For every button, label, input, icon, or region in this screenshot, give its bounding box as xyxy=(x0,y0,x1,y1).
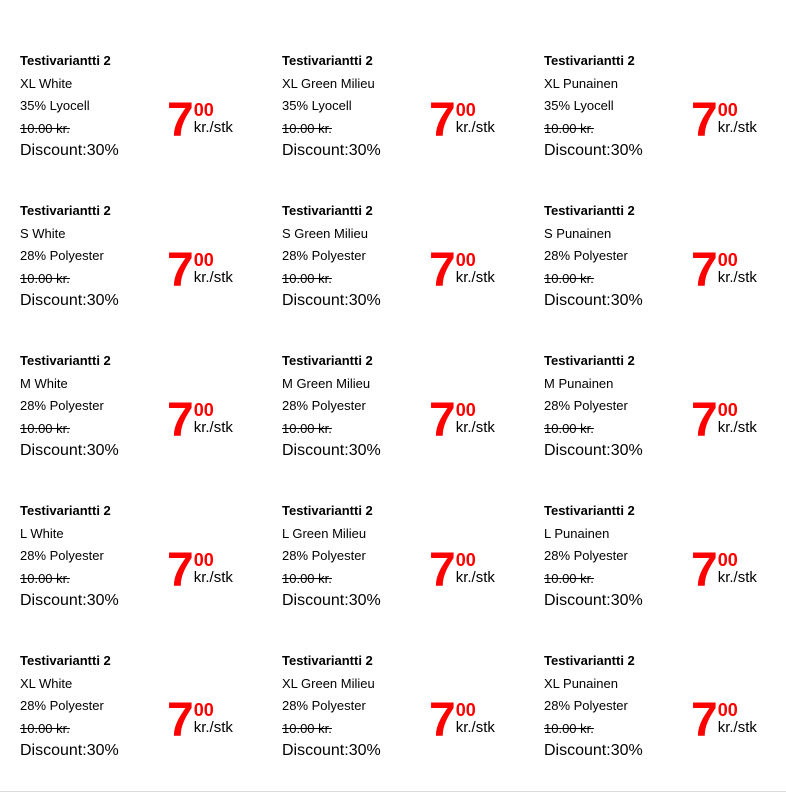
price-label xyxy=(262,644,524,793)
price-integer: 7 xyxy=(691,94,717,147)
product-material: 28% Polyester xyxy=(544,248,628,263)
product-variant: M Punainen xyxy=(544,375,614,391)
price-tag xyxy=(429,244,495,297)
price-unit: kr./stk xyxy=(717,119,757,136)
price-tag xyxy=(167,244,233,297)
product-variant: XL Punainen xyxy=(544,675,618,691)
discount-text: Discount:30% xyxy=(20,592,119,609)
product-title: Testivariantti 2 xyxy=(544,503,635,518)
price-label xyxy=(0,494,262,644)
product-title: Testivariantti 2 xyxy=(544,53,635,68)
price-unit: kr./stk xyxy=(717,719,757,736)
product-title: Testivariantti 2 xyxy=(282,203,373,218)
price-tag xyxy=(691,244,757,297)
product-title: Testivariantti 2 xyxy=(20,353,111,368)
discount-text: Discount:30% xyxy=(282,292,381,309)
product-material: 28% Polyester xyxy=(544,698,628,713)
price-integer: 7 xyxy=(429,694,455,747)
old-price-strikethrough: 10.00 kr. xyxy=(20,720,70,736)
discount-text: Discount:30% xyxy=(544,442,643,459)
price-unit: kr./stk xyxy=(455,269,495,286)
price-label xyxy=(524,44,786,194)
product-title: Testivariantti 2 xyxy=(20,53,111,68)
product-variant: XL White xyxy=(20,675,73,691)
product-material: 28% Polyester xyxy=(544,398,628,413)
price-tag xyxy=(167,394,233,447)
product-material: 28% Polyester xyxy=(20,398,104,413)
price-tag xyxy=(429,544,495,597)
price-label xyxy=(0,344,262,494)
price-fraction-unit xyxy=(194,702,233,736)
product-variant: M Green Milieu xyxy=(282,375,371,391)
discount-text: Discount:30% xyxy=(282,742,381,759)
product-material: 35% Lyocell xyxy=(20,98,90,113)
price-decimals: 00 xyxy=(717,700,738,720)
price-unit: kr./stk xyxy=(455,719,495,736)
discount-text: Discount:30% xyxy=(20,742,119,759)
price-integer: 7 xyxy=(691,544,717,597)
product-material: 28% Polyester xyxy=(20,698,104,713)
old-price-strikethrough: 10.00 kr. xyxy=(20,120,70,136)
product-material: 28% Polyester xyxy=(20,548,104,563)
product-variant: XL Green Milieu xyxy=(282,75,375,91)
price-fraction-unit xyxy=(718,402,757,436)
discount-text: Discount:30% xyxy=(544,142,643,159)
discount-text: Discount:30% xyxy=(282,442,381,459)
price-fraction-unit xyxy=(456,552,495,586)
price-decimals: 00 xyxy=(455,250,476,270)
old-price-strikethrough: 10.00 kr. xyxy=(544,720,594,736)
price-fraction-unit xyxy=(456,102,495,136)
price-integer: 7 xyxy=(167,694,193,747)
price-integer: 7 xyxy=(167,244,193,297)
discount-text: Discount:30% xyxy=(544,292,643,309)
price-decimals: 00 xyxy=(717,100,738,120)
price-label xyxy=(524,494,786,644)
product-material: 28% Polyester xyxy=(544,548,628,563)
price-unit: kr./stk xyxy=(193,269,233,286)
price-label xyxy=(524,644,786,793)
price-decimals: 00 xyxy=(193,400,214,420)
price-unit: kr./stk xyxy=(455,419,495,436)
product-variant: L Punainen xyxy=(544,525,610,541)
product-variant: S White xyxy=(20,225,66,241)
price-fraction-unit xyxy=(456,252,495,286)
product-title: Testivariantti 2 xyxy=(544,203,635,218)
discount-text: Discount:30% xyxy=(20,142,119,159)
product-title: Testivariantti 2 xyxy=(544,353,635,368)
price-unit: kr./stk xyxy=(717,569,757,586)
product-variant: L Green Milieu xyxy=(282,525,367,541)
price-fraction-unit xyxy=(194,552,233,586)
price-decimals: 00 xyxy=(717,400,738,420)
price-decimals: 00 xyxy=(193,550,214,570)
product-variant: S Punainen xyxy=(544,225,612,241)
price-integer: 7 xyxy=(167,394,193,447)
old-price-strikethrough: 10.00 kr. xyxy=(282,720,332,736)
price-unit: kr./stk xyxy=(717,419,757,436)
old-price-strikethrough: 10.00 kr. xyxy=(544,270,594,286)
product-title: Testivariantti 2 xyxy=(544,653,635,668)
product-title: Testivariantti 2 xyxy=(20,203,111,218)
price-decimals: 00 xyxy=(455,100,476,120)
price-fraction-unit xyxy=(456,702,495,736)
price-unit: kr./stk xyxy=(455,569,495,586)
price-unit: kr./stk xyxy=(193,719,233,736)
price-integer: 7 xyxy=(167,544,193,597)
price-label xyxy=(0,44,262,194)
price-label xyxy=(262,44,524,194)
discount-text: Discount:30% xyxy=(544,592,643,609)
product-variant: L White xyxy=(20,525,64,541)
price-fraction-unit xyxy=(718,552,757,586)
product-material: 28% Polyester xyxy=(282,698,366,713)
discount-text: Discount:30% xyxy=(20,442,119,459)
bottom-divider xyxy=(0,791,786,792)
product-title: Testivariantti 2 xyxy=(282,503,373,518)
price-unit: kr./stk xyxy=(717,269,757,286)
product-variant: XL Green Milieu xyxy=(282,675,375,691)
price-tag xyxy=(691,544,757,597)
old-price-strikethrough: 10.00 kr. xyxy=(282,420,332,436)
product-material: 28% Polyester xyxy=(282,548,366,563)
price-tag xyxy=(691,94,757,147)
price-integer: 7 xyxy=(691,394,717,447)
price-fraction-unit xyxy=(194,252,233,286)
price-fraction-unit xyxy=(718,102,757,136)
price-label xyxy=(262,344,524,494)
price-unit: kr./stk xyxy=(193,569,233,586)
price-decimals: 00 xyxy=(455,700,476,720)
product-material: 28% Polyester xyxy=(282,398,366,413)
price-tag xyxy=(167,94,233,147)
price-unit: kr./stk xyxy=(193,419,233,436)
price-decimals: 00 xyxy=(717,250,738,270)
price-tag xyxy=(167,694,233,747)
product-title: Testivariantti 2 xyxy=(20,653,111,668)
price-tag xyxy=(429,94,495,147)
old-price-strikethrough: 10.00 kr. xyxy=(544,420,594,436)
product-variant: XL Punainen xyxy=(544,75,618,91)
discount-text: Discount:30% xyxy=(282,592,381,609)
price-tag xyxy=(429,694,495,747)
price-integer: 7 xyxy=(429,244,455,297)
discount-text: Discount:30% xyxy=(544,742,643,759)
price-fraction-unit xyxy=(456,402,495,436)
product-variant: S Green Milieu xyxy=(282,225,368,241)
price-fraction-unit xyxy=(718,252,757,286)
price-fraction-unit xyxy=(718,702,757,736)
product-variant: M White xyxy=(20,375,68,391)
discount-text: Discount:30% xyxy=(282,142,381,159)
price-integer: 7 xyxy=(691,694,717,747)
product-material: 35% Lyocell xyxy=(282,98,352,113)
product-title: Testivariantti 2 xyxy=(282,53,373,68)
price-label xyxy=(524,194,786,344)
old-price-strikethrough: 10.00 kr. xyxy=(282,570,332,586)
price-integer: 7 xyxy=(691,244,717,297)
old-price-strikethrough: 10.00 kr. xyxy=(544,570,594,586)
price-fraction-unit xyxy=(194,102,233,136)
price-label xyxy=(262,494,524,644)
product-material: 28% Polyester xyxy=(20,248,104,263)
price-integer: 7 xyxy=(167,94,193,147)
old-price-strikethrough: 10.00 kr. xyxy=(20,570,70,586)
old-price-strikethrough: 10.00 kr. xyxy=(20,270,70,286)
price-integer: 7 xyxy=(429,394,455,447)
price-label xyxy=(0,194,262,344)
price-unit: kr./stk xyxy=(455,119,495,136)
price-decimals: 00 xyxy=(455,550,476,570)
product-material: 28% Polyester xyxy=(282,248,366,263)
price-unit: kr./stk xyxy=(193,119,233,136)
product-material: 35% Lyocell xyxy=(544,98,614,113)
price-decimals: 00 xyxy=(193,700,214,720)
price-decimals: 00 xyxy=(717,550,738,570)
old-price-strikethrough: 10.00 kr. xyxy=(282,120,332,136)
price-decimals: 00 xyxy=(455,400,476,420)
product-title: Testivariantti 2 xyxy=(282,653,373,668)
price-label xyxy=(262,194,524,344)
product-title: Testivariantti 2 xyxy=(282,353,373,368)
price-tag xyxy=(691,394,757,447)
price-integer: 7 xyxy=(429,94,455,147)
price-fraction-unit xyxy=(194,402,233,436)
price-tag xyxy=(691,694,757,747)
product-title: Testivariantti 2 xyxy=(20,503,111,518)
price-decimals: 00 xyxy=(193,250,214,270)
price-tag xyxy=(429,394,495,447)
discount-text: Discount:30% xyxy=(20,292,119,309)
price-decimals: 00 xyxy=(193,100,214,120)
old-price-strikethrough: 10.00 kr. xyxy=(282,270,332,286)
old-price-strikethrough: 10.00 kr. xyxy=(544,120,594,136)
price-tag xyxy=(167,544,233,597)
label-grid xyxy=(0,44,786,793)
price-integer: 7 xyxy=(429,544,455,597)
old-price-strikethrough: 10.00 kr. xyxy=(20,420,70,436)
price-label xyxy=(524,344,786,494)
product-variant: XL White xyxy=(20,75,73,91)
price-label xyxy=(0,644,262,793)
